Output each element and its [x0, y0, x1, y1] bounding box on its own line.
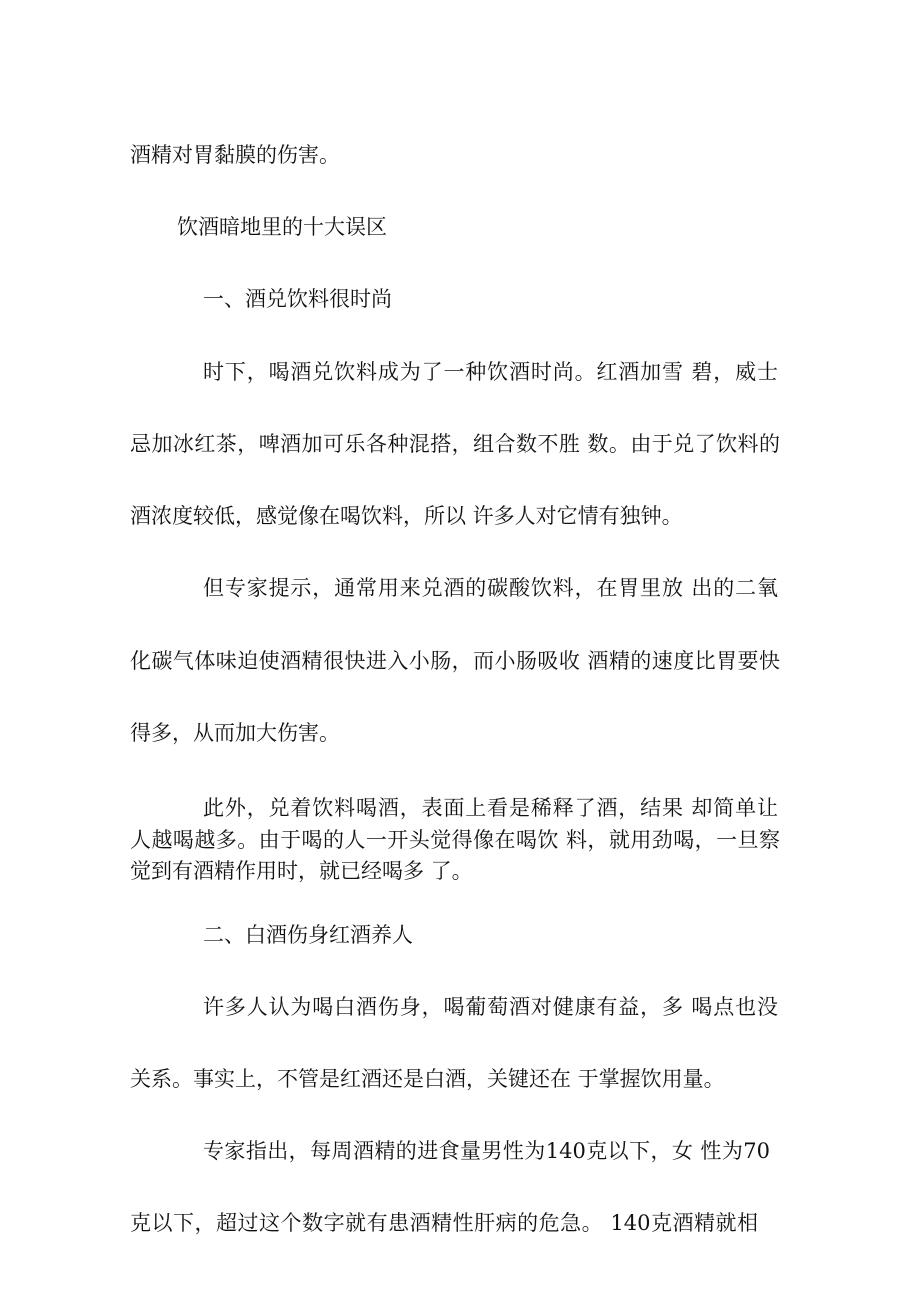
- paragraph-line: 但专家提示，通常用来兑酒的碳酸饮料，在胃里放 出的二氧: [203, 576, 778, 600]
- paragraph-line: 觉到有酒精作用时，就已经喝多 了。: [130, 859, 473, 883]
- section-heading: 饮酒暗地里的十大误区: [177, 215, 387, 239]
- paragraph-line: 酒浓度较低，感觉像在喝饮料，所以 许多人对它情有独钟。: [130, 504, 683, 528]
- paragraph-line: 许多人认为喝白酒伤身，喝葡萄酒对健康有益，多 喝点也没: [203, 995, 778, 1019]
- subsection-heading: 一、酒兑饮料很时尚: [203, 287, 392, 311]
- paragraph-line: 此外，兑着饮料喝酒，表面上看是稀释了酒，结果 却简单让: [203, 796, 778, 820]
- paragraph-line: 得多，从而加大伤害。: [130, 721, 340, 745]
- paragraph-line: 化碳气体味迫使酒精很快进入小肠，而小肠吸收 酒精的速度比胃要快: [130, 649, 780, 673]
- paragraph-line: 克以下，超过这个数字就有患酒精性肝病的危急。 140克酒精就相: [130, 1211, 758, 1235]
- subsection-heading: 二、白酒伤身红酒养人: [203, 923, 413, 947]
- paragraph-line: 酒精对胃黏膜的伤害。: [130, 143, 340, 167]
- paragraph-line: 时下，喝酒兑饮料成为了一种饮酒时尚。红酒加雪 碧，威士: [203, 360, 778, 384]
- paragraph-line: 专家指出，每周酒精的进食量男性为140克以下，女 性为70: [203, 1139, 770, 1163]
- paragraph-line: 人越喝越多。由于喝的人一开头觉得像在喝饮 料，就用劲喝，一旦察: [130, 828, 780, 852]
- paragraph-line: 忌加冰红茶，啤酒加可乐各种混搭，组合数不胜 数。由于兑了饮料的: [130, 432, 780, 456]
- paragraph-line: 关系。事实上，不管是红酒还是白酒，关键还在 于掌握饮用量。: [130, 1067, 725, 1091]
